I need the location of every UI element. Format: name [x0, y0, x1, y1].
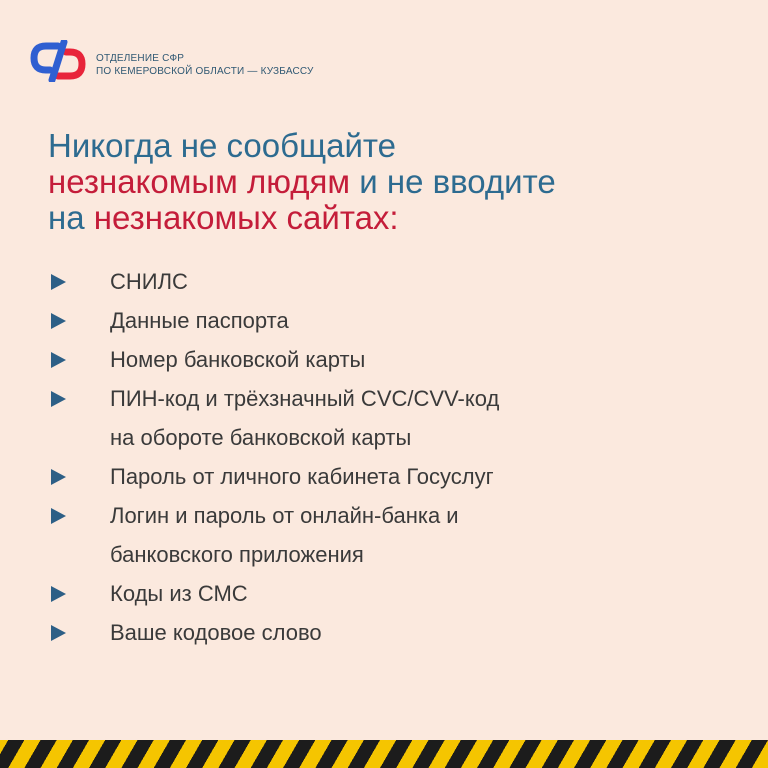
bullet-triangle-icon: [51, 391, 66, 407]
list-item: [48, 613, 499, 652]
org-name: [96, 52, 314, 78]
list-item-text: Ваше кодовое слово: [110, 620, 322, 645]
list-item: [48, 340, 499, 379]
bullet-triangle-icon: [51, 508, 66, 524]
bullet-triangle-icon: [51, 274, 66, 290]
list-item-text: Коды из СМС: [110, 581, 248, 606]
bullet-triangle-icon: [51, 625, 66, 641]
list-item: [48, 262, 499, 301]
list-item: [48, 574, 499, 613]
bullet-triangle-icon: [51, 352, 66, 368]
list-item-text: Номер банковской карты: [110, 347, 366, 372]
list-item-text: Пароль от личного кабинета Госуслуг: [110, 464, 494, 489]
list-item-text: ПИН-код и трёхзначный CVC/CVV-код: [110, 386, 500, 411]
headline-part1: Никогда не сообщайте: [48, 127, 397, 164]
list-item: [48, 379, 499, 457]
org-name-line1: ОТДЕЛЕНИЕ СФР: [96, 53, 185, 64]
org-name-line2: ПО КЕМЕРОВСКОЙ ОБЛАСТИ — КУЗБАССУ: [96, 66, 314, 77]
bullet-triangle-icon: [51, 469, 66, 485]
headline-part4: на: [48, 199, 94, 236]
list-item-text: Данные паспорта: [110, 308, 289, 333]
list-item-text: СНИЛС: [110, 269, 188, 294]
list-item: [48, 457, 499, 496]
list-item-text-continued: банковского приложения: [110, 542, 364, 567]
list-item: [48, 301, 499, 340]
headline: [48, 128, 556, 236]
headline-highlight-1: незнакомым людям: [48, 163, 351, 200]
list-item: [48, 496, 499, 574]
list-item-text-continued: на обороте банковской карты: [110, 425, 412, 450]
bullet-triangle-icon: [51, 313, 66, 329]
headline-highlight-2: незнакомых сайтах:: [93, 199, 399, 236]
hazard-stripe: [0, 740, 768, 768]
sfr-logo-icon: [28, 40, 88, 82]
headline-part3: и не вводите: [350, 163, 556, 200]
warning-list: [48, 262, 499, 652]
bullet-triangle-icon: [51, 586, 66, 602]
list-item-text: Логин и пароль от онлайн-банка и: [110, 503, 459, 528]
